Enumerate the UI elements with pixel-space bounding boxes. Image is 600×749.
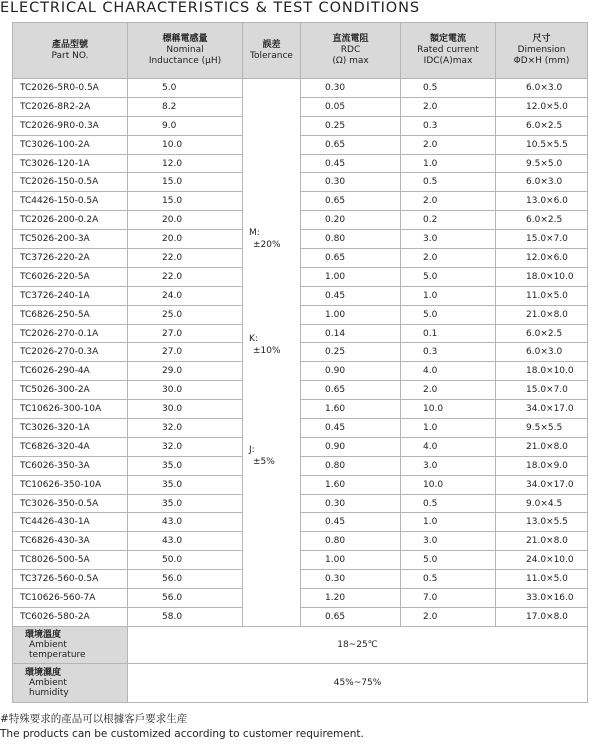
rated-current-cell: 2.0 xyxy=(401,607,496,626)
rated-current-cell: 0.3 xyxy=(401,343,496,362)
part-number-cell: TC6026-580-2A xyxy=(13,607,128,626)
rated-current-cell: 2.0 xyxy=(401,192,496,211)
inductance-cell: 50.0 xyxy=(128,551,243,570)
rdc-cell: 1.00 xyxy=(301,305,401,324)
rdc-cell: 0.80 xyxy=(301,532,401,551)
tolerance-percent: ±20% xyxy=(253,240,281,250)
rated-current-cell: 1.0 xyxy=(401,513,496,532)
ambient-humidity-label xyxy=(13,663,128,702)
dimension-cell: 9.0×4.5 xyxy=(496,494,588,513)
footnote-zh: #特殊要求的產品可以根據客戶要求生産 xyxy=(0,713,188,725)
table-row xyxy=(13,362,588,381)
header-dimension xyxy=(496,23,588,79)
rated-current-cell: 0.1 xyxy=(401,324,496,343)
header-part-no-zh: 產品型號 xyxy=(51,39,88,50)
inductance-cell: 20.0 xyxy=(128,230,243,249)
table-row xyxy=(13,400,588,419)
rated-current-cell: 2.0 xyxy=(401,381,496,400)
ambient-temperature-label-en: Ambient temperature xyxy=(29,639,86,660)
part-number-cell: TC2026-9R0-0.3A xyxy=(13,116,128,135)
dimension-cell: 9.5×5.0 xyxy=(496,154,588,173)
part-number-cell: TC5026-200-3A xyxy=(13,230,128,249)
part-number-cell: TC3726-220-2A xyxy=(13,249,128,268)
ambient-temperature-label xyxy=(13,626,128,663)
header-inductance-zh: 標稱電感量 xyxy=(162,34,208,44)
rated-current-cell: 0.3 xyxy=(401,116,496,135)
table-row xyxy=(13,249,588,268)
table-row xyxy=(13,513,588,532)
header-rdc xyxy=(301,23,401,79)
dimension-cell: 17.0×8.0 xyxy=(496,607,588,626)
table-row xyxy=(13,267,588,286)
table-row xyxy=(13,173,588,192)
rdc-cell: 0.30 xyxy=(301,570,401,589)
inductance-cell: 58.0 xyxy=(128,607,243,626)
header-rdc-en: RDC (Ω) max xyxy=(332,45,369,66)
part-number-cell: TC2026-5R0-0.5A xyxy=(13,79,128,98)
tolerance-percent: ±5% xyxy=(253,457,275,467)
header-tolerance xyxy=(243,23,301,79)
table-row xyxy=(13,381,588,400)
rated-current-cell: 2.0 xyxy=(401,249,496,268)
table-body xyxy=(13,79,588,703)
inductance-cell: 24.0 xyxy=(128,286,243,305)
rdc-cell: 0.20 xyxy=(301,211,401,230)
ambient-humidity-value: 45%~75% xyxy=(128,663,588,702)
rdc-cell: 0.65 xyxy=(301,135,401,154)
dimension-cell: 34.0×17.0 xyxy=(496,475,588,494)
inductance-cell: 15.0 xyxy=(128,192,243,211)
inductance-cell: 27.0 xyxy=(128,343,243,362)
inductance-cell: 32.0 xyxy=(128,419,243,438)
rdc-cell: 0.80 xyxy=(301,456,401,475)
rated-current-cell: 4.0 xyxy=(401,362,496,381)
table-row xyxy=(13,570,588,589)
table-row xyxy=(13,437,588,456)
part-number-cell: TC6826-320-4A xyxy=(13,437,128,456)
rdc-cell: 1.60 xyxy=(301,400,401,419)
inductance-cell: 35.0 xyxy=(128,494,243,513)
spec-table xyxy=(12,22,588,703)
part-number-cell: TC5026-300-2A xyxy=(13,381,128,400)
part-number-cell: TC6826-430-3A xyxy=(13,532,128,551)
dimension-cell: 34.0×17.0 xyxy=(496,400,588,419)
rdc-cell: 0.25 xyxy=(301,343,401,362)
header-rated-current xyxy=(401,23,496,79)
rdc-cell: 0.30 xyxy=(301,79,401,98)
table-row xyxy=(13,607,588,626)
part-number-cell: TC3726-560-0.5A xyxy=(13,570,128,589)
part-number-cell: TC2026-270-0.3A xyxy=(13,343,128,362)
inductance-cell: 25.0 xyxy=(128,305,243,324)
rated-current-cell: 0.5 xyxy=(401,570,496,589)
rated-current-cell: 4.0 xyxy=(401,437,496,456)
rated-current-cell: 2.0 xyxy=(401,135,496,154)
table-row xyxy=(13,135,588,154)
rdc-cell: 0.65 xyxy=(301,192,401,211)
table-row xyxy=(13,192,588,211)
rated-current-cell: 5.0 xyxy=(401,267,496,286)
part-number-cell: TC6026-350-3A xyxy=(13,456,128,475)
inductance-cell: 30.0 xyxy=(128,381,243,400)
dimension-cell: 18.0×9.0 xyxy=(496,456,588,475)
tolerance-code: K: xyxy=(249,334,258,344)
rdc-cell: 0.45 xyxy=(301,286,401,305)
inductance-cell: 43.0 xyxy=(128,513,243,532)
header-inductance xyxy=(128,23,243,79)
header-tolerance-zh: 誤差 xyxy=(262,39,281,50)
dimension-cell: 11.0×5.0 xyxy=(496,286,588,305)
dimension-cell: 6.0×3.0 xyxy=(496,173,588,192)
inductance-cell: 5.0 xyxy=(128,79,243,98)
table-row xyxy=(13,286,588,305)
dimension-cell: 15.0×7.0 xyxy=(496,381,588,400)
header-row xyxy=(13,23,588,79)
inductance-cell: 27.0 xyxy=(128,324,243,343)
inductance-cell: 56.0 xyxy=(128,570,243,589)
table-row xyxy=(13,154,588,173)
rated-current-cell: 5.0 xyxy=(401,305,496,324)
table-row xyxy=(13,475,588,494)
tolerance-item xyxy=(249,333,281,357)
inductance-cell: 20.0 xyxy=(128,211,243,230)
table-row xyxy=(13,116,588,135)
rdc-cell: 0.80 xyxy=(301,230,401,249)
header-inductance-en: Nominal Inductance (μH) xyxy=(148,45,222,66)
dimension-cell: 21.0×8.0 xyxy=(496,437,588,456)
inductance-cell: 9.0 xyxy=(128,116,243,135)
tolerance-percent: ±10% xyxy=(253,346,281,356)
table-row xyxy=(13,324,588,343)
dimension-cell: 15.0×7.0 xyxy=(496,230,588,249)
rated-current-cell: 0.5 xyxy=(401,494,496,513)
part-number-cell: TC2026-200-0.2A xyxy=(13,211,128,230)
ambient-humidity-label-zh: 環境濕度 xyxy=(25,667,62,678)
dimension-cell: 12.0×5.0 xyxy=(496,97,588,116)
part-number-cell: TC3026-350-0.5A xyxy=(13,494,128,513)
rdc-cell: 0.14 xyxy=(301,324,401,343)
ambient-humidity-row xyxy=(13,663,588,702)
inductance-cell: 10.0 xyxy=(128,135,243,154)
part-number-cell: TC8026-500-5A xyxy=(13,551,128,570)
ambient-humidity-label-en: Ambient humidity xyxy=(29,677,69,698)
table-row xyxy=(13,305,588,324)
rated-current-cell: 1.0 xyxy=(401,286,496,305)
rated-current-cell: 0.2 xyxy=(401,211,496,230)
footnote xyxy=(0,712,600,742)
header-rated-current-en: Rated current IDC(A)max xyxy=(417,45,479,66)
rated-current-cell: 0.5 xyxy=(401,173,496,192)
header-part-no-en: Part NO. xyxy=(51,50,89,61)
table-row xyxy=(13,230,588,249)
dimension-cell: 12.0×6.0 xyxy=(496,249,588,268)
header-tolerance-en: Tolerance xyxy=(250,50,293,61)
part-number-cell: TC2026-150-0.5A xyxy=(13,173,128,192)
tolerance-item xyxy=(249,227,281,251)
rdc-cell: 0.05 xyxy=(301,97,401,116)
ambient-temperature-label-zh: 環境溫度 xyxy=(25,629,62,640)
table-row xyxy=(13,456,588,475)
part-number-cell: TC10626-300-10A xyxy=(13,400,128,419)
dimension-cell: 9.5×5.5 xyxy=(496,419,588,438)
rdc-cell: 0.30 xyxy=(301,173,401,192)
dimension-cell: 6.0×3.0 xyxy=(496,343,588,362)
part-number-cell: TC10626-350-10A xyxy=(13,475,128,494)
rdc-cell: 1.20 xyxy=(301,589,401,608)
inductance-cell: 32.0 xyxy=(128,437,243,456)
rated-current-cell: 1.0 xyxy=(401,154,496,173)
rdc-cell: 1.60 xyxy=(301,475,401,494)
dimension-cell: 6.0×3.0 xyxy=(496,79,588,98)
rdc-cell: 0.65 xyxy=(301,249,401,268)
table-row xyxy=(13,79,588,98)
inductance-cell: 22.0 xyxy=(128,249,243,268)
dimension-cell: 6.0×2.5 xyxy=(496,211,588,230)
rated-current-cell: 1.0 xyxy=(401,419,496,438)
dimension-cell: 33.0×16.0 xyxy=(496,589,588,608)
header-dimension-zh: 尺寸 xyxy=(532,34,551,44)
rated-current-cell: 10.0 xyxy=(401,400,496,419)
rated-current-cell: 5.0 xyxy=(401,551,496,570)
table-row xyxy=(13,494,588,513)
inductance-cell: 56.0 xyxy=(128,589,243,608)
part-number-cell: TC4426-150-0.5A xyxy=(13,192,128,211)
rated-current-cell: 7.0 xyxy=(401,589,496,608)
header-part-no xyxy=(13,23,128,79)
rdc-cell: 0.65 xyxy=(301,607,401,626)
rdc-cell: 0.90 xyxy=(301,362,401,381)
part-number-cell: TC10626-560-7A xyxy=(13,589,128,608)
part-number-cell: TC2026-270-0.1A xyxy=(13,324,128,343)
tolerance-code: M: xyxy=(249,228,260,238)
table-row xyxy=(13,211,588,230)
header-rdc-zh: 直流電阻 xyxy=(332,34,369,44)
inductance-cell: 22.0 xyxy=(128,267,243,286)
part-number-cell: TC3026-320-1A xyxy=(13,419,128,438)
rated-current-cell: 3.0 xyxy=(401,230,496,249)
rated-current-cell: 0.5 xyxy=(401,79,496,98)
part-number-cell: TC6826-250-5A xyxy=(13,305,128,324)
ambient-temperature-row xyxy=(13,626,588,663)
dimension-cell: 10.5×5.5 xyxy=(496,135,588,154)
part-number-cell: TC2026-8R2-2A xyxy=(13,97,128,116)
part-number-cell: TC3026-100-2A xyxy=(13,135,128,154)
inductance-cell: 8.2 xyxy=(128,97,243,116)
dimension-cell: 21.0×8.0 xyxy=(496,305,588,324)
rdc-cell: 0.45 xyxy=(301,513,401,532)
part-number-cell: TC6026-290-4A xyxy=(13,362,128,381)
dimension-cell: 11.0×5.0 xyxy=(496,570,588,589)
inductance-cell: 35.0 xyxy=(128,475,243,494)
tolerance-cell xyxy=(243,79,301,627)
dimension-cell: 18.0×10.0 xyxy=(496,362,588,381)
table-row xyxy=(13,419,588,438)
part-number-cell: TC3026-120-1A xyxy=(13,154,128,173)
rdc-cell: 0.25 xyxy=(301,116,401,135)
part-number-cell: TC3726-240-1A xyxy=(13,286,128,305)
rdc-cell: 0.45 xyxy=(301,154,401,173)
dimension-cell: 6.0×2.5 xyxy=(496,116,588,135)
inductance-cell: 12.0 xyxy=(128,154,243,173)
dimension-cell: 13.0×5.5 xyxy=(496,513,588,532)
rdc-cell: 0.65 xyxy=(301,381,401,400)
rdc-cell: 0.45 xyxy=(301,419,401,438)
header-dimension-en: Dimension ΦD×H (mm) xyxy=(513,45,570,66)
inductance-cell: 35.0 xyxy=(128,456,243,475)
part-number-cell: TC6026-220-5A xyxy=(13,267,128,286)
tolerance-item xyxy=(249,444,275,468)
table-row xyxy=(13,532,588,551)
rdc-cell: 0.30 xyxy=(301,494,401,513)
dimension-cell: 24.0×10.0 xyxy=(496,551,588,570)
inductance-cell: 43.0 xyxy=(128,532,243,551)
dimension-cell: 21.0×8.0 xyxy=(496,532,588,551)
rdc-cell: 1.00 xyxy=(301,551,401,570)
table-row xyxy=(13,551,588,570)
rated-current-cell: 10.0 xyxy=(401,475,496,494)
table-row xyxy=(13,589,588,608)
rated-current-cell: 3.0 xyxy=(401,456,496,475)
rated-current-cell: 2.0 xyxy=(401,97,496,116)
rdc-cell: 0.90 xyxy=(301,437,401,456)
inductance-cell: 15.0 xyxy=(128,173,243,192)
rated-current-cell: 3.0 xyxy=(401,532,496,551)
table-row xyxy=(13,97,588,116)
inductance-cell: 29.0 xyxy=(128,362,243,381)
dimension-cell: 18.0×10.0 xyxy=(496,267,588,286)
page-title: ELECTRICAL CHARACTERISTICS & TEST CONDITIONS xyxy=(0,0,420,16)
footnote-en: The products can be customized according to customer requirement. xyxy=(0,728,364,740)
tolerance-code: J: xyxy=(249,445,255,455)
inductance-cell: 30.0 xyxy=(128,400,243,419)
dimension-cell: 13.0×6.0 xyxy=(496,192,588,211)
dimension-cell: 6.0×2.5 xyxy=(496,324,588,343)
part-number-cell: TC4426-430-1A xyxy=(13,513,128,532)
rdc-cell: 1.00 xyxy=(301,267,401,286)
ambient-temperature-value: 18~25℃ xyxy=(128,626,588,663)
header-rated-current-zh: 額定電流 xyxy=(429,34,466,44)
table-row xyxy=(13,343,588,362)
